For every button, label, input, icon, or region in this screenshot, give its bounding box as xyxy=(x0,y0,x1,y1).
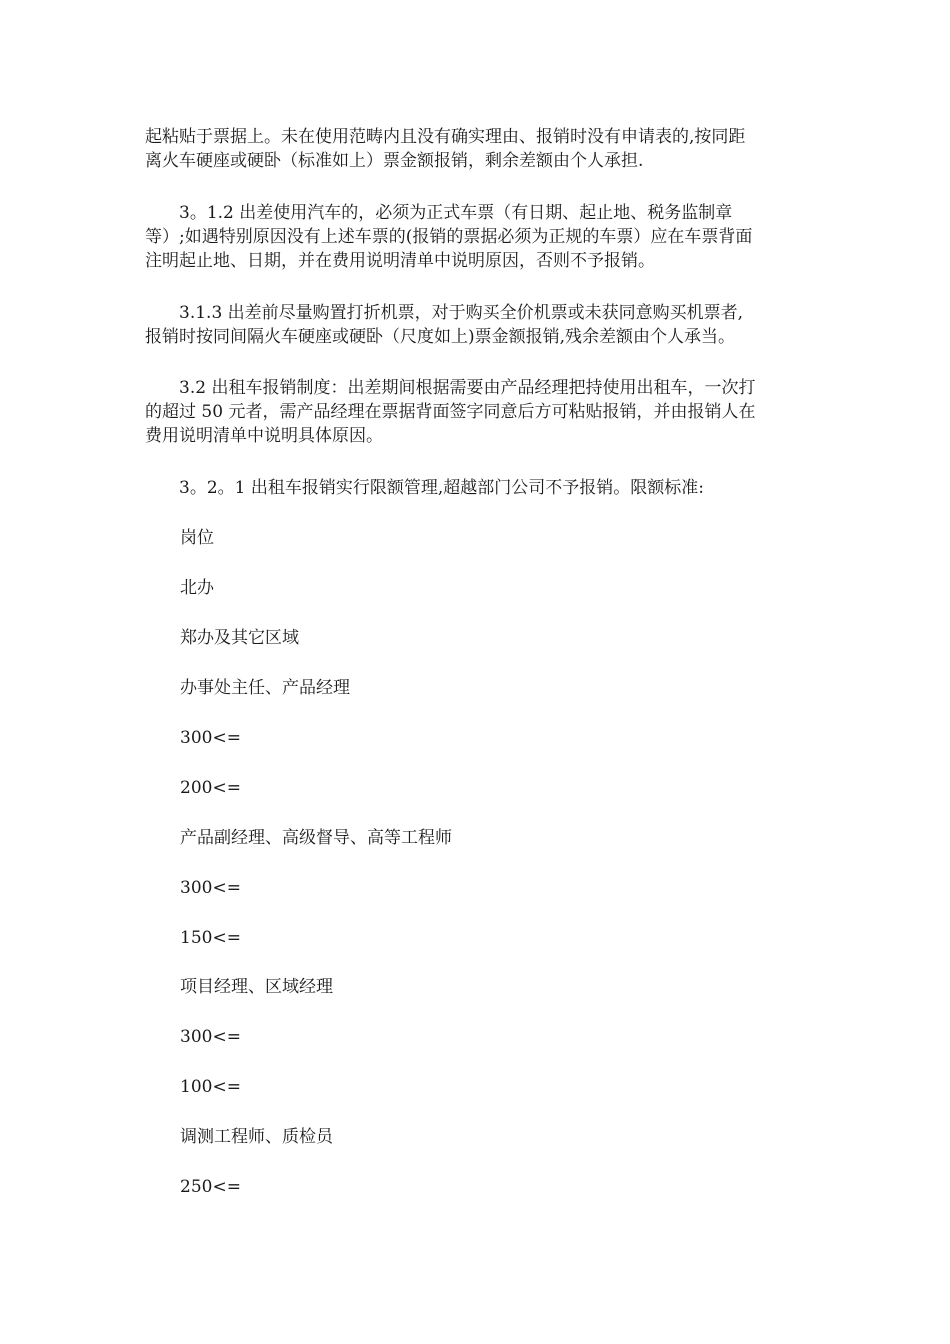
text-line: 3。2。1 出租车报销实行限额管理,超越部门公司不予报销。限额标准: xyxy=(145,478,704,498)
table-header-position: 岗位 xyxy=(180,528,214,548)
table-cell-limit: 150<= xyxy=(180,928,241,948)
text-line: 注明起止地、日期，并在费用说明清单中说明原因，否则不予报销。 xyxy=(145,251,655,271)
table-cell-limit: 300<= xyxy=(180,728,241,748)
table-cell-role: 调测工程师、质检员 xyxy=(180,1127,333,1147)
table-cell-role: 办事处主任、产品经理 xyxy=(180,678,350,698)
text-line: 报销时按同间隔火车硬座或硬卧（尺度如上)票金额报销,残余差额由个人承当。 xyxy=(145,327,736,347)
table-cell-limit: 100<= xyxy=(180,1077,241,1097)
table-cell-limit: 200<= xyxy=(180,778,241,798)
table-cell-limit: 300<= xyxy=(180,1027,241,1047)
text-line: 3。1.2 出差使用汽车的，必须为正式车票（有日期、起止地、税务监制章 xyxy=(145,203,733,223)
text-line: 的超过 50 元者，需产品经理在票据背面签字同意后方可粘贴报销，并由报销人在 xyxy=(145,402,756,422)
text-line: 离火车硬座或硬卧（标准如上）票金额报销，剩余差额由个人承担. xyxy=(145,151,644,171)
table-cell-limit: 250<= xyxy=(180,1177,241,1197)
table-header-beijing-office: 北办 xyxy=(180,578,214,598)
paragraph-train-ticket-rule xyxy=(145,125,807,173)
paragraph-taxi-rule xyxy=(145,376,807,448)
table-cell-role: 项目经理、区域经理 xyxy=(180,977,333,997)
text-line: 费用说明清单中说明具体原因。 xyxy=(145,426,383,446)
paragraph-taxi-limit-rule xyxy=(145,476,807,500)
table-header-zhengzhou-office: 郑办及其它区域 xyxy=(180,628,299,648)
text-line: 起粘贴于票据上。未在使用范畴内且没有确实理由、报销时没有申请表的,按同距 xyxy=(145,127,746,147)
text-line: 等）;如遇特别原因没有上述车票的(报销的票据必须为正规的车票）应在车票背面 xyxy=(145,227,753,247)
table-cell-role: 产品副经理、高级督导、高等工程师 xyxy=(180,828,452,848)
paragraph-air-ticket-rule xyxy=(145,301,807,349)
text-line: 3.2 出租车报销制度：出差期间根据需要由产品经理把持使用出租车，一次打 xyxy=(145,378,756,398)
table-cell-limit: 300<= xyxy=(180,878,241,898)
paragraph-bus-ticket-rule xyxy=(145,201,807,273)
text-line: 3.1.3 出差前尽量购置打折机票，对于购买全价机票或未获同意购买机票者, xyxy=(145,303,744,323)
